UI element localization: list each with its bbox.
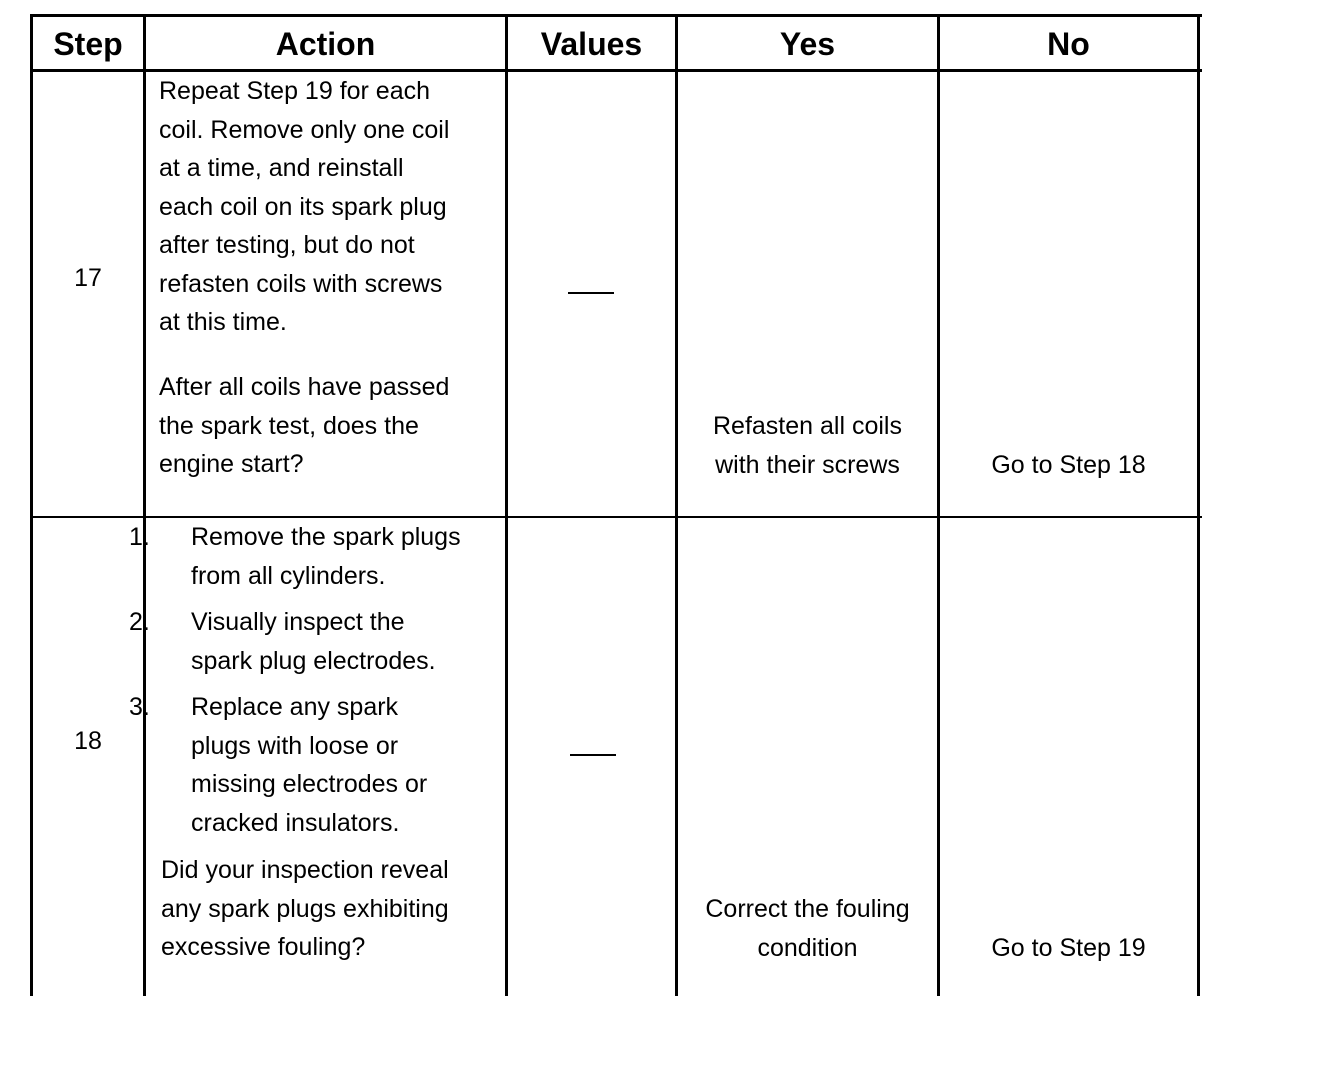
question-line: After all coils have passed — [159, 373, 450, 401]
action-text — [159, 72, 449, 342]
yes-line: condition — [757, 933, 858, 962]
action-line: refasten coils with screws — [159, 269, 443, 298]
question-line: the spark test, does the — [159, 411, 419, 440]
action-line: coil. Remove only one coil — [159, 115, 450, 144]
header-step: Step — [53, 25, 123, 62]
action-line: at a time, and reinstall — [159, 154, 404, 182]
header-action: Action — [275, 25, 376, 62]
step-item-line: Remove the spark plugs — [191, 523, 461, 551]
question-line: any spark plugs exhibiting — [161, 894, 449, 923]
col-border-step — [143, 14, 146, 996]
col-border-values — [675, 14, 678, 996]
step-item-number: 1. — [129, 523, 150, 551]
yes-line: Refasten all coils — [713, 412, 902, 440]
question-line: engine start? — [159, 450, 304, 478]
action-steps — [129, 518, 505, 842]
yes-line: Correct the fouling — [705, 895, 910, 923]
action-question — [161, 851, 449, 967]
question-line: excessive fouling? — [161, 933, 366, 961]
col-border-left — [30, 14, 33, 996]
step-item-line: spark plug electrodes. — [191, 646, 436, 675]
step-item-line: plugs with loose or — [191, 731, 399, 760]
yes-result — [678, 407, 937, 484]
value-dash — [570, 754, 616, 756]
value-dash — [568, 292, 614, 294]
action-step-item — [129, 518, 505, 595]
header-no: No — [1047, 25, 1090, 62]
no-result: Go to Step 19 — [991, 934, 1146, 962]
action-line: each coil on its spark plug — [159, 192, 447, 221]
action-line: Repeat Step 19 for each — [159, 77, 431, 105]
header-yes: Yes — [779, 25, 836, 62]
table-top-border — [30, 14, 1202, 17]
step-item-number: 3. — [129, 693, 150, 721]
step-item-line: missing electrodes or — [191, 770, 428, 798]
step-item-line: from all cylinders. — [191, 561, 386, 590]
step-number: 18 — [74, 727, 102, 755]
step-item-line: Replace any spark — [191, 693, 399, 721]
step-item-number: 2. — [129, 608, 150, 636]
action-question — [159, 368, 449, 484]
col-border-action — [505, 14, 508, 996]
action-step-item — [129, 603, 505, 680]
no-result: Go to Step 18 — [991, 451, 1146, 479]
action-step-item — [129, 688, 505, 842]
header-values: Values — [540, 25, 643, 62]
col-border-yes — [937, 14, 940, 996]
yes-result — [678, 890, 937, 967]
step-item-line: cracked insulators. — [191, 808, 400, 837]
diagnostic-table — [30, 14, 1202, 996]
action-line: at this time. — [159, 308, 287, 336]
step-number: 17 — [74, 264, 102, 292]
question-line: Did your inspection reveal — [161, 856, 449, 884]
yes-line: with their screws — [715, 450, 900, 479]
action-line: after testing, but do not — [159, 231, 415, 259]
col-border-right — [1197, 14, 1200, 996]
step-item-line: Visually inspect the — [191, 608, 405, 636]
